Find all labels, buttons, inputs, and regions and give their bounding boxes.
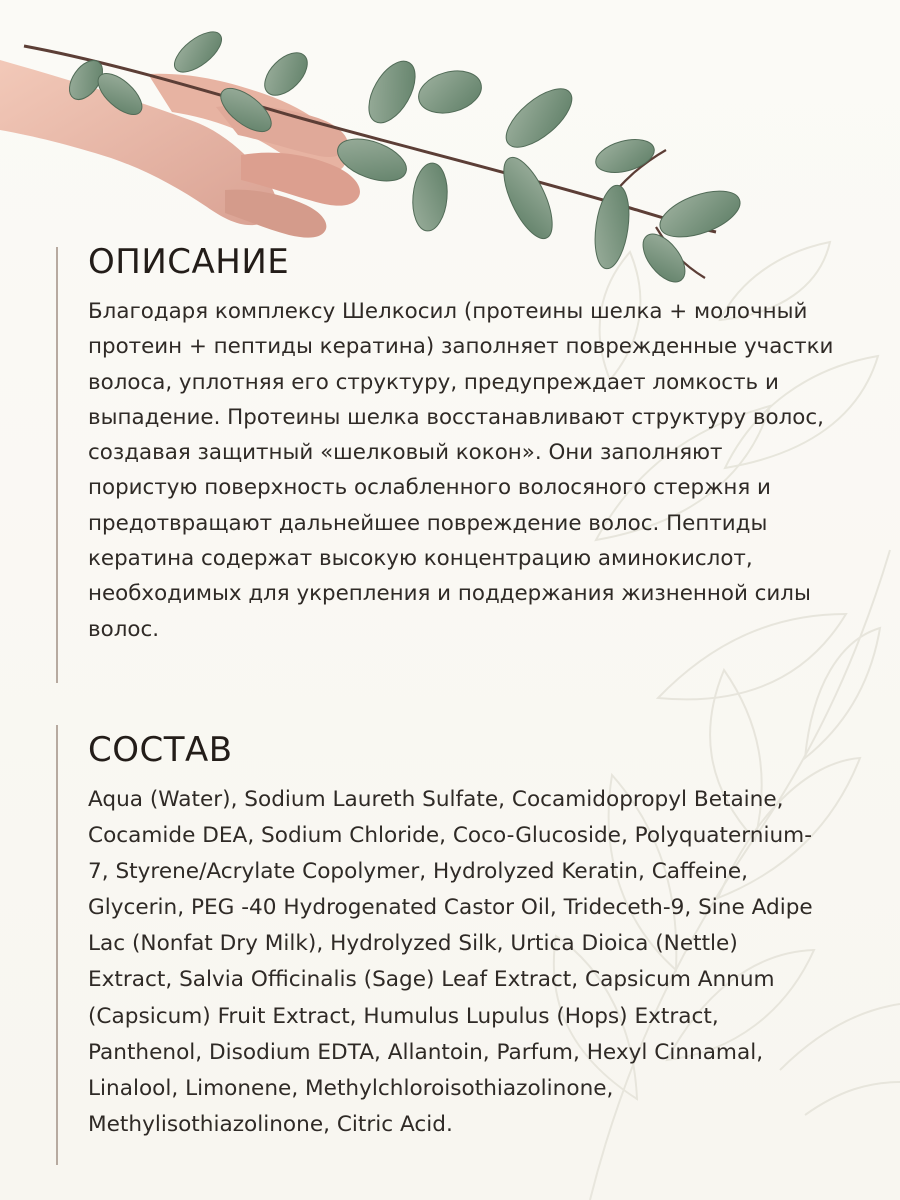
composition-accent-line xyxy=(56,725,58,1165)
description-accent-line xyxy=(56,247,58,683)
composition-heading: СОСТАВ xyxy=(88,730,233,770)
description-text: Благодаря комплексу Шелкосил (протеины шелка + молочный протеин + пептиды кератина) заполняет поврежденные участки волоса, уплотняя его структуру, предупреждает ломкость и выпадение. Протеины шелка восстанавливают структуру волос, создавая защитный «шелковый кокон». Они заполняют пористую поверхность ослабленного волосяного стержня и предотвращают дальнейшее повреждение волос. Пептиды кератина содержат высокую концентрацию аминокислот, необходимых для укрепления и поддержания жизненной силы волос. xyxy=(88,299,834,642)
description-heading: ОПИСАНИЕ xyxy=(88,242,290,282)
composition-text: Aqua (Water), Sodium Laureth Sulfate, Cocamidopropyl Betaine, Cocamide DEA, Sodium Chloride, Coco-Glucoside, Polyquaternium-7, Styrene/Acrylate Copolymer, Hydrolyzed Keratin, Caffeine, Glycerin, PEG -40 Hydrogenated Castor Oil, Trideceth-9, Sine Adipe Lac (Nonfat Dry Milk), Hydrolyzed Silk, Urtica Dioica (Nettle) Extract, Salvia Officinalis (Sage) Leaf Extract, Capsicum Annum (Capsicum) Fruit Extract, Humulus Lupulus (Hops) Extract, Panthenol, Disodium EDTA, Allantoin, Parfum, Hexyl Cinnamal, Linalool, Limonene, Methylchloroisothiazolinone, Methylisothiazolinone, Citric Acid. xyxy=(88,787,813,1137)
